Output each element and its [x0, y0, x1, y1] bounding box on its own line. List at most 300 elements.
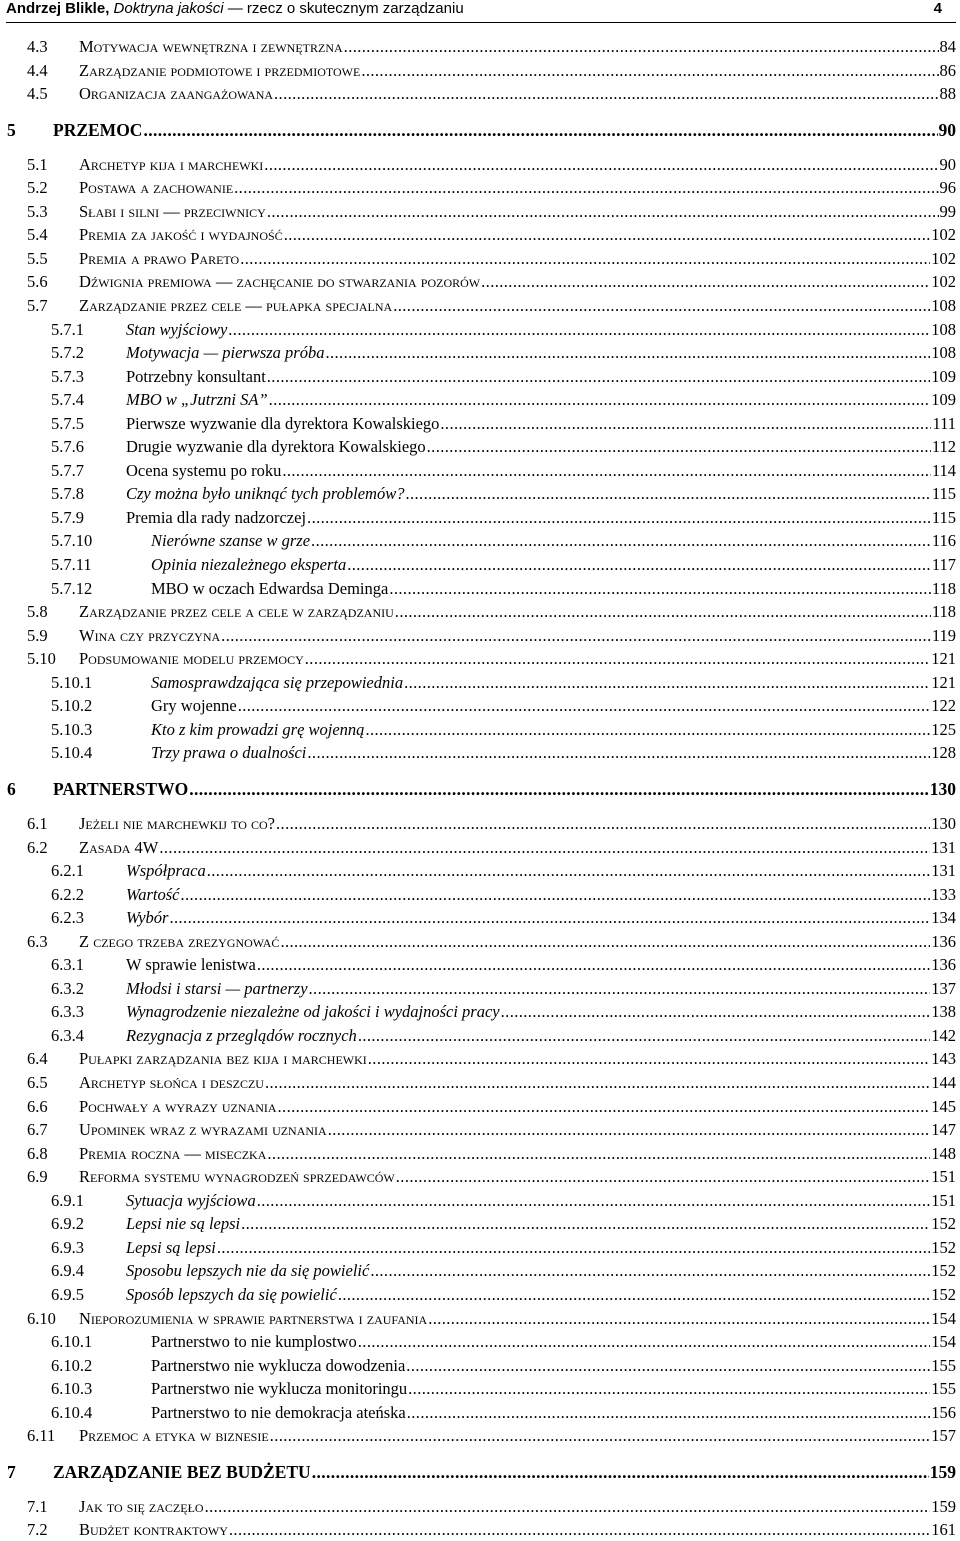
toc-number: 5.3 — [27, 201, 48, 221]
toc-title: Potrzebny konsultant — [126, 366, 266, 386]
toc-title: Premia roczna — miseczka — [79, 1143, 267, 1163]
toc-number: 4.4 — [27, 60, 48, 80]
toc-number: 5.7 — [27, 295, 48, 315]
toc-page-number: 159 — [929, 1461, 956, 1482]
toc-entry-row[interactable] — [0, 60, 956, 82]
toc-title: Archetyp słońca i deszczu — [79, 1073, 264, 1092]
toc-title: Partnerstwo to nie kumplostwo — [151, 1332, 357, 1352]
toc-entry-row[interactable] — [0, 36, 956, 58]
toc-page-number: 90 — [938, 119, 956, 140]
toc-page-number: 147 — [931, 1120, 956, 1140]
toc-entry-row[interactable] — [0, 625, 956, 647]
toc-leader-dots — [311, 530, 931, 552]
toc-number: 6.8 — [27, 1143, 48, 1163]
toc-number: 5.7.4 — [51, 390, 84, 410]
toc-chapter-row[interactable] — [0, 119, 956, 141]
toc-page-number: 118 — [931, 578, 956, 598]
toc-title: Sposobu lepszych nie da się powielić — [126, 1261, 370, 1281]
toc-number: 5.7.9 — [51, 507, 84, 527]
toc-number: 5.10.2 — [51, 696, 93, 716]
toc-number: 6.3.2 — [51, 978, 84, 998]
toc-number: 7.2 — [27, 1520, 48, 1540]
toc-page-number: 119 — [931, 625, 956, 645]
toc-leader-dots — [282, 460, 931, 482]
toc-leader-dots — [267, 1143, 930, 1165]
toc-leader-dots — [370, 1260, 930, 1282]
toc-page-number: 121 — [931, 649, 956, 669]
toc-title: Reforma systemu wynagrodzeń sprzedawców — [79, 1167, 395, 1187]
toc-title: Ocena systemu po roku — [126, 460, 282, 480]
toc-entry-row[interactable] — [0, 648, 956, 670]
toc-title: Wartość — [126, 884, 180, 904]
toc-leader-dots — [338, 1284, 930, 1306]
header-subtitle: — rzecz o skutecznym zarządzaniu — [223, 0, 464, 17]
toc-title: Pierwsze wyzwanie dla dyrektora Kowalskiego — [126, 413, 440, 433]
toc-title: Z czego trzeba zrezygnować — [79, 931, 280, 951]
toc-number: 5.6 — [27, 272, 48, 292]
toc-number: 6.2.3 — [51, 908, 84, 928]
toc-page-number: 155 — [931, 1379, 956, 1399]
toc-page-number: 130 — [929, 778, 956, 799]
toc-title: Młodsi i starsi — partnerzy — [126, 978, 308, 998]
toc-entry-row[interactable] — [0, 742, 956, 764]
toc-title: Wybór — [126, 908, 169, 928]
toc-entry-row[interactable] — [0, 907, 956, 929]
toc-title: Organizacja zaangażowana — [79, 84, 274, 104]
toc-number: 5.7.3 — [51, 366, 84, 386]
toc-title: Jak to się zaczęło — [79, 1496, 204, 1516]
toc-entry-row[interactable] — [0, 1378, 956, 1400]
toc-title: Wynagrodzenie niezależne od jakości i wydajności pracy — [126, 1002, 500, 1022]
toc-page-number: 144 — [931, 1073, 956, 1092]
toc-title: W sprawie lenistwa — [126, 955, 256, 975]
toc-number: 5.10 — [27, 649, 56, 669]
toc-chapter-row[interactable] — [0, 1461, 956, 1483]
toc-page-number: 115 — [931, 484, 956, 504]
toc-entry-row[interactable] — [0, 837, 956, 859]
toc-page-number: 154 — [931, 1332, 956, 1352]
toc-entry-row[interactable] — [0, 248, 956, 270]
toc-title: Podsumowanie modelu przemocy — [79, 649, 304, 669]
toc-entry-row[interactable] — [0, 813, 956, 835]
toc-number: 6.5 — [27, 1073, 48, 1092]
toc-title: Kto z kim prowadzi grę wojenną — [151, 719, 365, 739]
toc-entry-row[interactable] — [0, 177, 956, 199]
toc-entry-row[interactable] — [0, 1072, 956, 1094]
toc-page-number: 96 — [939, 178, 956, 198]
header-page-number: 4 — [933, 0, 942, 17]
toc-number: 5.10.4 — [51, 743, 93, 763]
toc-title: Partnerstwo nie wyklucza dowodzenia — [151, 1355, 406, 1375]
toc-leader-dots — [284, 224, 931, 246]
toc-title: Rezygnacja z przeglądów rocznych — [126, 1025, 357, 1045]
toc-number: 6.9.2 — [51, 1214, 84, 1234]
toc-title: Archetyp kija i marchewki — [79, 154, 264, 174]
toc-page-number: 88 — [939, 84, 956, 104]
toc-leader-dots — [240, 248, 930, 270]
toc-leader-dots — [169, 907, 930, 929]
toc-number: 6.9.3 — [51, 1237, 84, 1257]
toc-page-number: 115 — [931, 507, 956, 527]
toc-leader-dots — [278, 1096, 931, 1118]
toc-leader-dots — [221, 625, 931, 647]
toc-title: Słabi i silni — przeciwnicy — [79, 201, 266, 221]
toc-leader-dots — [427, 436, 931, 458]
toc-leader-dots — [358, 1025, 930, 1047]
toc-number: 6.3 — [27, 931, 48, 951]
toc-title: Przemoc a etyka w biznesie — [79, 1426, 269, 1446]
toc-title: MBO w „Jutrzni SA” — [126, 390, 268, 410]
toc-entry-row[interactable] — [0, 1425, 956, 1447]
toc-entry-row[interactable] — [0, 342, 956, 364]
toc-page-number: 133 — [931, 884, 956, 904]
toc-number: 6.3.1 — [51, 955, 84, 975]
toc-leader-dots — [307, 507, 931, 529]
toc-title: Sytuacja wyjściowa — [126, 1190, 256, 1210]
toc-entry-row[interactable] — [0, 1166, 956, 1188]
toc-entry-row[interactable] — [0, 436, 956, 458]
toc-number: 6.2.2 — [51, 884, 84, 904]
toc-entry-row[interactable] — [0, 931, 956, 953]
toc-title: Motywacja — pierwsza próba — [126, 343, 325, 363]
toc-page-number: 108 — [931, 295, 956, 315]
toc-entry-row[interactable] — [0, 413, 956, 435]
toc-leader-dots — [361, 60, 938, 82]
toc-number: 5.7.12 — [51, 578, 93, 598]
toc-entry-row[interactable] — [0, 319, 956, 341]
toc-page-number: 155 — [931, 1355, 956, 1375]
toc-number: 5 — [7, 119, 16, 140]
toc-number: 7.1 — [27, 1496, 48, 1516]
toc-leader-dots — [347, 554, 931, 576]
toc-page-number: 111 — [932, 413, 956, 433]
toc-leader-dots — [143, 119, 937, 141]
toc-page-number: 117 — [931, 555, 956, 574]
toc-entry-row[interactable] — [0, 389, 956, 411]
toc-title: Zarządzanie przez cele a cele w zarządzaniu — [79, 602, 394, 622]
toc-number: 5.7.10 — [51, 531, 93, 551]
toc-number: 5.7.1 — [51, 319, 84, 339]
toc-title: Partnerstwo to nie demokracja ateńska — [151, 1402, 406, 1422]
toc-leader-dots — [440, 413, 931, 435]
toc-leader-dots — [264, 154, 938, 176]
toc-leader-dots — [270, 1425, 931, 1447]
toc-number: 5.5 — [27, 248, 48, 268]
toc-leader-dots — [276, 813, 930, 835]
toc-leader-dots — [309, 978, 931, 1000]
toc-page-number: 136 — [931, 955, 956, 975]
toc-leader-dots — [269, 389, 931, 411]
toc-leader-dots — [241, 1213, 930, 1235]
toc-entry-row[interactable] — [0, 719, 956, 741]
toc-entry-row[interactable] — [0, 1260, 956, 1282]
toc-number: 5.7.11 — [51, 555, 92, 574]
toc-entry-row[interactable] — [0, 1355, 956, 1377]
toc-title: Premia a prawo Pareto — [79, 248, 240, 268]
toc-entry-row[interactable] — [0, 1143, 956, 1165]
toc-entry-row[interactable] — [0, 1308, 956, 1330]
toc-title: Drugie wyzwanie dla dyrektora Kowalskiego — [126, 437, 426, 457]
toc-number: 6.6 — [27, 1096, 48, 1116]
toc-number: 6.9.1 — [51, 1190, 84, 1210]
toc-entry-row[interactable] — [0, 860, 956, 882]
toc-page-number: 108 — [931, 319, 956, 339]
toc-number: 5.4 — [27, 225, 48, 245]
toc-number: 6.9.5 — [51, 1284, 84, 1304]
toc-page-number: 145 — [931, 1096, 956, 1116]
toc-page-number: 131 — [931, 837, 956, 857]
header-book-title: Doktryna jakości — [113, 0, 224, 17]
toc-page-number: 102 — [931, 248, 956, 268]
toc-page-number: 131 — [931, 861, 956, 881]
toc-number: 6.3.3 — [51, 1002, 84, 1022]
toc-number: 6.2.1 — [51, 861, 84, 881]
toc-title: Czy można było uniknąć tych problemów? — [126, 484, 405, 504]
toc-page-number: 109 — [931, 366, 956, 386]
toc-page-number: 156 — [931, 1402, 956, 1422]
toc-page-number: 143 — [931, 1049, 956, 1069]
toc-entry-row[interactable] — [0, 271, 956, 293]
toc-leader-dots — [501, 1001, 931, 1023]
toc-leader-dots — [328, 1119, 931, 1141]
toc-page-number: 134 — [931, 908, 956, 928]
toc-leader-dots — [280, 931, 930, 953]
toc-leader-dots — [267, 366, 930, 388]
toc-title: Upominek wraz z wyrazami uznania — [79, 1120, 327, 1140]
toc-chapter-row[interactable] — [0, 778, 956, 800]
toc-title: ZARZĄDZANIE BEZ BUDŻETU — [53, 1461, 311, 1482]
toc-entry-row[interactable] — [0, 1519, 956, 1541]
toc-entry-row[interactable] — [0, 1237, 956, 1259]
toc-entry-row[interactable] — [0, 1213, 956, 1235]
toc-leader-dots — [312, 1461, 929, 1483]
toc-entry-row[interactable] — [0, 954, 956, 976]
toc-leader-dots — [274, 83, 938, 105]
toc-title: MBO w oczach Edwardsa Deminga — [151, 578, 389, 598]
toc-number: 6.10.4 — [51, 1402, 93, 1422]
toc-page-number: 151 — [931, 1190, 956, 1210]
toc-title: Lepsi są lepsi — [126, 1237, 216, 1257]
toc-leader-dots — [207, 860, 931, 882]
toc-title: Budżet kontraktowy — [79, 1520, 228, 1540]
toc-page-number: 125 — [931, 719, 956, 739]
toc-number: 5.7.8 — [51, 484, 84, 504]
toc-page-number: 102 — [931, 272, 956, 292]
toc-page-number: 128 — [931, 743, 956, 763]
toc-entry-row[interactable] — [0, 201, 956, 223]
toc-entry-row[interactable] — [0, 295, 956, 317]
toc-title: Współpraca — [126, 861, 206, 881]
toc-entry-row[interactable] — [0, 695, 956, 717]
toc-leader-dots — [365, 719, 930, 741]
toc-title: Samosprawdzająca się przepowiednia — [151, 672, 404, 692]
toc-page-number: 159 — [931, 1496, 956, 1516]
toc-title: Wina czy przyczyna — [79, 625, 221, 645]
toc-title: Nieporozumienia w sprawie partnerstwa i zaufania — [79, 1308, 428, 1328]
toc-leader-dots — [217, 1237, 930, 1259]
toc-entry-row[interactable] — [0, 1025, 956, 1047]
toc-page-number: 157 — [931, 1426, 956, 1446]
toc-leader-dots — [325, 342, 930, 364]
toc-leader-dots — [395, 601, 931, 623]
toc-title: Premia za jakość i wydajność — [79, 225, 283, 245]
toc-entry-row[interactable] — [0, 154, 956, 176]
toc-number: 6.1 — [27, 813, 48, 833]
toc-page-number: 130 — [931, 813, 956, 833]
toc-number: 5.7.6 — [51, 437, 84, 457]
toc-number: 6.10 — [27, 1308, 56, 1328]
toc-leader-dots — [305, 648, 930, 670]
toc-number: 6.10.3 — [51, 1379, 93, 1399]
toc-page-number: 114 — [931, 460, 956, 480]
toc-entry-row[interactable] — [0, 1496, 956, 1518]
toc-leader-dots — [234, 177, 938, 199]
toc-leader-dots — [368, 1048, 930, 1070]
toc-leader-dots — [265, 1072, 930, 1094]
toc-entry-row[interactable] — [0, 601, 956, 623]
toc-entry-row[interactable] — [0, 1119, 956, 1141]
toc-number: 4.3 — [27, 37, 48, 56]
toc-number: 6.11 — [27, 1426, 56, 1446]
toc-entry-row[interactable] — [0, 460, 956, 482]
toc-leader-dots — [344, 36, 939, 58]
toc-number: 6.9.4 — [51, 1261, 84, 1281]
toc-entry-row[interactable] — [0, 554, 956, 576]
toc-leader-dots — [238, 695, 931, 717]
toc-page-number: 116 — [931, 531, 956, 551]
toc-entry-row[interactable] — [0, 483, 956, 505]
toc-title: Stan wyjściowy — [126, 319, 228, 339]
toc-page-number: 99 — [939, 201, 956, 221]
toc-title: Dźwignia premiowa — zachęcanie do stwarzania pozorów — [79, 272, 481, 292]
toc-title: Nierówne szanse w grze — [151, 531, 311, 551]
toc-number: 5.9 — [27, 625, 48, 645]
toc-entry-row[interactable] — [0, 530, 956, 552]
toc-leader-dots — [389, 578, 931, 600]
toc-leader-dots — [267, 201, 939, 223]
toc-entry-row[interactable] — [0, 672, 956, 694]
toc-page-number: 136 — [931, 931, 956, 951]
toc-page-number: 138 — [931, 1002, 956, 1022]
toc-title: Partnerstwo nie wyklucza monitoringu — [151, 1379, 408, 1399]
toc-leader-dots — [358, 1331, 930, 1353]
toc-title: Postawa a zachowanie — [79, 178, 234, 198]
toc-title: Pułapki zarządzania bez kija i marchewki — [79, 1049, 367, 1069]
toc-entry-row[interactable] — [0, 578, 956, 600]
toc-title: Lepsi nie są lepsi — [126, 1214, 241, 1234]
toc-page-number: 142 — [931, 1025, 956, 1045]
toc-title: Opinia niezależnego eksperta — [151, 555, 347, 574]
toc-page-number: 148 — [931, 1143, 956, 1163]
toc-page-number: 90 — [939, 154, 956, 174]
toc-page-number: 152 — [931, 1214, 956, 1234]
toc-page-number: 137 — [931, 978, 956, 998]
toc-entry-row[interactable] — [0, 1331, 956, 1353]
toc-leader-dots — [257, 1190, 931, 1212]
toc-entry-row[interactable] — [0, 1284, 956, 1306]
toc-page-number: 121 — [931, 672, 956, 692]
toc-page-number: 152 — [931, 1261, 956, 1281]
toc-number: 6.4 — [27, 1049, 48, 1069]
toc-entry-row[interactable] — [0, 978, 956, 1000]
toc-leader-dots — [228, 319, 930, 341]
toc-page-number: 86 — [939, 60, 956, 80]
toc-page-number: 102 — [931, 225, 956, 245]
toc-entry-row[interactable] — [0, 1402, 956, 1424]
toc-number: 6.2 — [27, 837, 48, 857]
toc-page-number: 122 — [931, 696, 956, 716]
toc-number: 6.7 — [27, 1120, 48, 1140]
toc-page-number: 109 — [931, 390, 956, 410]
toc-page-number: 154 — [931, 1308, 956, 1328]
toc-title: Motywacja wewnętrzna i zewnętrzna — [79, 37, 343, 56]
toc-title: PRZEMOC — [53, 119, 143, 140]
toc-leader-dots — [396, 1166, 930, 1188]
toc-entry-row[interactable] — [0, 366, 956, 388]
toc-leader-dots — [180, 884, 930, 906]
toc-number: 5.10.3 — [51, 719, 93, 739]
toc-number: 6.10.2 — [51, 1355, 93, 1375]
toc-leader-dots — [406, 1355, 930, 1377]
header-author: Andrzej Blikle, — [6, 0, 110, 17]
toc-page-number: 112 — [931, 437, 956, 457]
toc-leader-dots — [189, 778, 929, 800]
toc-leader-dots — [405, 483, 930, 505]
toc-leader-dots — [393, 295, 930, 317]
toc-leader-dots — [229, 1519, 930, 1541]
toc-title: Premia dla rady nadzorczej — [126, 507, 307, 527]
toc-page-number: 161 — [931, 1520, 956, 1540]
toc-leader-dots — [205, 1496, 931, 1518]
toc-number: 5.8 — [27, 602, 48, 622]
toc-number: 6.9 — [27, 1167, 48, 1187]
toc-number: 6.10.1 — [51, 1332, 93, 1352]
toc-number: 6 — [7, 778, 16, 799]
toc-page-number: 84 — [939, 37, 956, 56]
toc-page-number: 152 — [931, 1237, 956, 1257]
toc-title: Sposób lepszych da się powielić — [126, 1284, 337, 1304]
toc-entry-row[interactable] — [0, 224, 956, 246]
toc-title: Trzy prawa o dualności — [151, 743, 307, 763]
toc-entry-row[interactable] — [0, 1190, 956, 1212]
toc-page-number: 152 — [931, 1284, 956, 1304]
toc-leader-dots — [407, 1402, 931, 1424]
toc-title: Zarządzanie przez cele — pułapka specjalna — [79, 295, 393, 315]
toc-entry-row[interactable] — [0, 884, 956, 906]
toc-entry-row[interactable] — [0, 1001, 956, 1023]
toc-leader-dots — [481, 271, 930, 293]
toc-number: 4.5 — [27, 84, 48, 104]
toc-entry-row[interactable] — [0, 83, 956, 105]
toc-entry-row[interactable] — [0, 1096, 956, 1118]
toc-title: PARTNERSTWO — [53, 778, 189, 799]
toc-number: 5.7.7 — [51, 460, 84, 480]
toc-title: Gry wojenne — [151, 696, 237, 716]
toc-entry-row[interactable] — [0, 1048, 956, 1070]
toc-number: 5.7.5 — [51, 413, 84, 433]
toc-title: Pochwały a wyrazy uznania — [79, 1096, 277, 1116]
toc-title: Zasada 4W — [79, 837, 159, 857]
toc-title: Jeżeli nie marchewkij to co? — [79, 813, 276, 833]
toc-leader-dots — [257, 954, 930, 976]
toc-page-number: 118 — [931, 602, 956, 622]
toc-entry-row[interactable] — [0, 507, 956, 529]
toc-leader-dots — [307, 742, 930, 764]
toc-number: 6.3.4 — [51, 1025, 84, 1045]
toc-page-number: 151 — [931, 1167, 956, 1187]
toc-leader-dots — [408, 1378, 930, 1400]
toc-number: 5.2 — [27, 178, 48, 198]
